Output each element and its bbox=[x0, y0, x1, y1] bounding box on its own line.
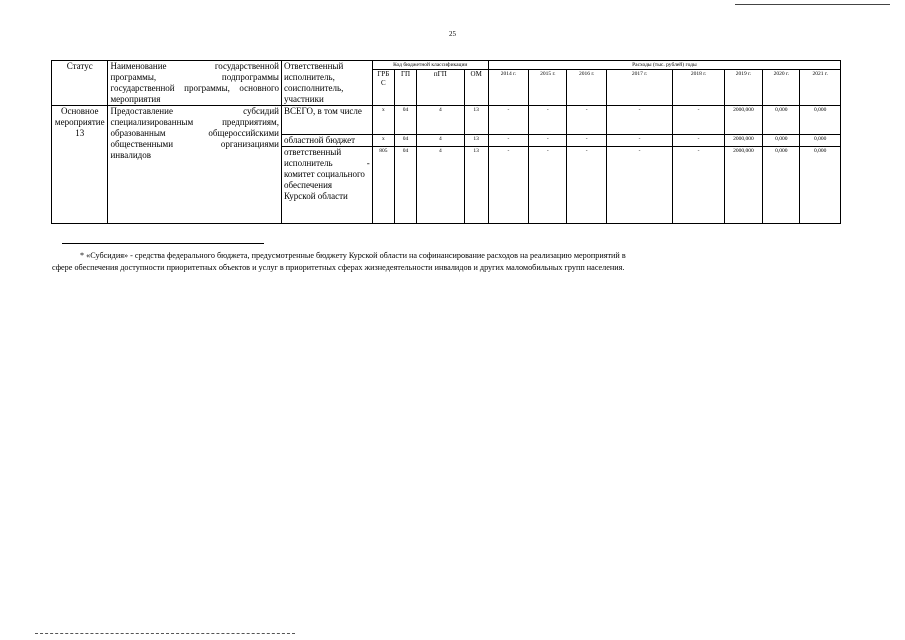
header-resp-line: участники bbox=[283, 94, 324, 104]
value-cell: - bbox=[488, 147, 528, 224]
footnote bbox=[52, 250, 842, 274]
header-name-line: программы, подпрограммы bbox=[110, 72, 279, 82]
value-cell: 0,000 bbox=[800, 135, 841, 147]
value-cell: - bbox=[567, 106, 606, 135]
footnote-rule bbox=[62, 243, 264, 244]
header-name-line: Наименование государственной bbox=[110, 61, 279, 71]
value-cell: - bbox=[606, 147, 673, 224]
code-cell: 13 bbox=[464, 106, 488, 135]
value-cell: 0,000 bbox=[800, 106, 841, 135]
header-code-pgp: пГП bbox=[417, 70, 464, 106]
subrow-label: областной бюджет bbox=[281, 135, 372, 147]
header-expenses: Расходы (тыс. рублей) годы bbox=[488, 61, 840, 70]
value-cell: 2000,000 bbox=[724, 147, 762, 224]
code-cell: х bbox=[372, 135, 394, 147]
value-cell: - bbox=[606, 135, 673, 147]
value-cell: - bbox=[567, 135, 606, 147]
footnote-line: сфере обеспечения доступности приоритетных объектов и услуг в приоритетных сферах жизнедеятельности инвалидов и других маломобильных групп населения. bbox=[52, 263, 625, 272]
value-cell: - bbox=[529, 135, 567, 147]
header-resp-line: исполнитель, bbox=[283, 72, 335, 82]
header-year: 2021 г. bbox=[800, 70, 841, 106]
value-cell: - bbox=[673, 147, 724, 224]
bottom-rule bbox=[35, 633, 295, 634]
code-cell: 04 bbox=[394, 135, 416, 147]
code-cell: 4 bbox=[417, 147, 464, 224]
subrow-label bbox=[281, 147, 372, 224]
code-cell: х bbox=[372, 106, 394, 135]
header-code-om: ОМ bbox=[464, 70, 488, 106]
subrow-label-line: комитет социального bbox=[283, 169, 365, 179]
value-cell: - bbox=[529, 106, 567, 135]
value-cell: 0,000 bbox=[763, 106, 800, 135]
header-year: 2014 г. bbox=[488, 70, 528, 106]
row-status-line: мероприятие bbox=[54, 117, 105, 127]
header-code-gp: ГП bbox=[394, 70, 416, 106]
code-cell: 13 bbox=[464, 147, 488, 224]
value-cell: - bbox=[673, 135, 724, 147]
code-cell: 4 bbox=[417, 106, 464, 135]
expenses-table bbox=[51, 60, 841, 224]
value-cell: 2000,000 bbox=[724, 135, 762, 147]
code-cell: 04 bbox=[394, 147, 416, 224]
row-name-line: общественными организациями bbox=[110, 139, 279, 149]
row-name-line: инвалидов bbox=[110, 150, 151, 160]
header-responsible bbox=[281, 61, 372, 106]
header-resp-line: соисполнитель, bbox=[283, 83, 344, 93]
header-name bbox=[108, 61, 282, 106]
header-year: 2020 г. bbox=[763, 70, 800, 106]
header-row-1 bbox=[52, 61, 841, 70]
header-resp-line: Ответственный bbox=[283, 61, 344, 71]
row-name-line: специализированным предприятиям, bbox=[110, 117, 279, 127]
header-name-line: государственной программы, основного bbox=[110, 83, 279, 93]
value-cell: - bbox=[488, 106, 528, 135]
subrow-label-line: Курской области bbox=[283, 191, 348, 201]
header-year: 2019 г. bbox=[724, 70, 762, 106]
header-code-grbs: ГРБ С bbox=[372, 70, 394, 106]
code-cell: 4 bbox=[417, 135, 464, 147]
page-number: 25 bbox=[449, 30, 456, 38]
header-year: 2018 г. bbox=[673, 70, 724, 106]
value-cell: 2000,000 bbox=[724, 106, 762, 135]
value-cell: - bbox=[488, 135, 528, 147]
value-cell: 0,000 bbox=[763, 135, 800, 147]
header-budget-code: Код бюджетной классификации bbox=[372, 61, 488, 70]
footnote-line: * «Субсидия» - средства федерального бюджета, предусмотренные бюджету Курской области на софинансирование расходов на реализацию мероприятий в bbox=[80, 251, 626, 260]
header-name-line: мероприятия bbox=[110, 94, 161, 104]
value-cell: - bbox=[567, 147, 606, 224]
row-status bbox=[52, 106, 108, 224]
table-row bbox=[52, 106, 841, 135]
row-name-line: образованным общероссийскими bbox=[110, 128, 279, 138]
row-status-line: 13 bbox=[75, 128, 85, 138]
subrow-label-line: обеспечения bbox=[283, 180, 333, 190]
top-rule bbox=[735, 4, 890, 5]
row-name bbox=[108, 106, 282, 224]
value-cell: - bbox=[606, 106, 673, 135]
value-cell: - bbox=[529, 147, 567, 224]
header-year: 2016 г. bbox=[567, 70, 606, 106]
header-year: 2015 г. bbox=[529, 70, 567, 106]
subrow-label-line: исполнитель - bbox=[283, 158, 370, 168]
value-cell: 0,000 bbox=[800, 147, 841, 224]
code-cell: 13 bbox=[464, 135, 488, 147]
value-cell: - bbox=[673, 106, 724, 135]
header-status: Статус bbox=[52, 61, 108, 106]
code-cell: 04 bbox=[394, 106, 416, 135]
value-cell: 0,000 bbox=[763, 147, 800, 224]
subrow-label: ВСЕГО, в том числе bbox=[281, 106, 372, 135]
code-cell: 805 bbox=[372, 147, 394, 224]
subrow-label-line: ответственный bbox=[283, 147, 342, 157]
row-status-line: Основное bbox=[61, 106, 99, 116]
row-name-line: Предоставление субсидий bbox=[110, 106, 279, 116]
header-year: 2017 г. bbox=[606, 70, 673, 106]
